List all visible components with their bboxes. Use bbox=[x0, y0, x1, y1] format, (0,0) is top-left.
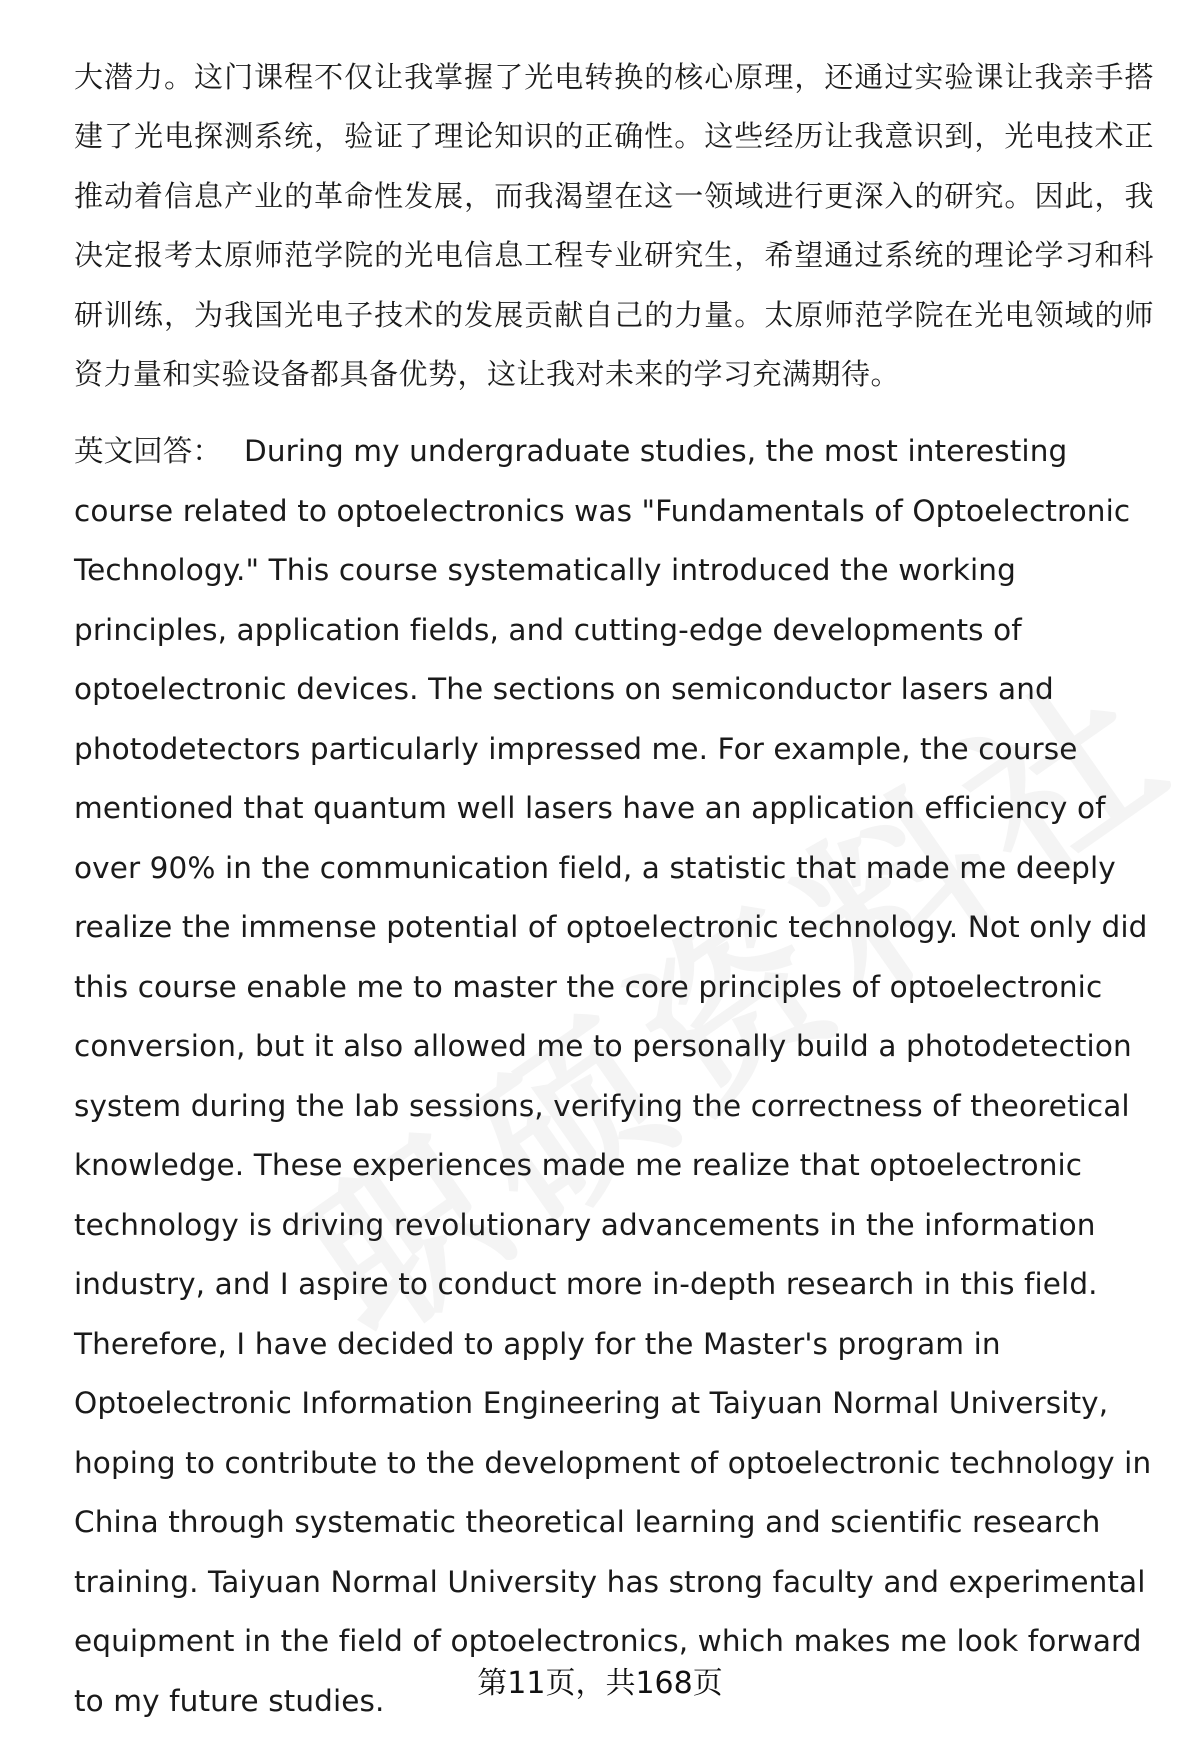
document-page bbox=[74, 48, 1154, 1731]
english-answer-paragraph bbox=[74, 422, 1154, 1731]
english-answer-text: During my undergraduate studies, the most interesting course related to optoelectronics was "Fundamentals of Optoelectronic Technology." This course systematically introduced the working principles, application fields, and cutting-edge developments of optoelectronic devices. The sections on semiconductor lasers and photodetectors particularly impressed me. For example, the course mentioned that quantum well lasers have an application efficiency of over 90% in the communication field, a statistic that made me deeply realize the immense potential of optoelectronic technology. Not only did this course enable me to master the core principles of optoelectronic conversion, but it also allowed me to personally build a photodetection system during the lab sessions, verifying the correctness of theoretical knowledge. These experiences made me realize that optoelectronic technology is driving revolutionary advancements in the information industry, and I aspire to conduct more in-depth research in this field. Therefore, I have decided to apply for the Master's program in Optoelectronic Information Engineering at Taiyuan Normal University, hoping to contribute to the development of optoelectronic technology in China through systematic theoretical learning and scientific research training. Taiyuan Normal University has strong faculty and experimental equipment in the field of optoelectronics, which makes me look forward to my future studies. bbox=[74, 434, 1152, 1718]
page-number-footer: 第11页，共168页 bbox=[477, 1666, 723, 1701]
english-answer-label: 英文回答： bbox=[74, 434, 223, 469]
chinese-answer-paragraph: 大潜力。这门课程不仅让我掌握了光电转换的核心原理，还通过实验课让我亲手搭建了光电探测系统，验证了理论知识的正确性。这些经历让我意识到，光电技术正推动着信息产业的革命性发展，而我渴望在这一领域进行更深入的研究。因此，我决定报考太原师范学院的光电信息工程专业研究生，希望通过系统的理论学习和科研训练，为我国光电子技术的发展贡献自己的力量。太原师范学院在光电领域的师资力量和实验设备都具备优势，这让我对未来的学习充满期待。 bbox=[74, 60, 1154, 392]
